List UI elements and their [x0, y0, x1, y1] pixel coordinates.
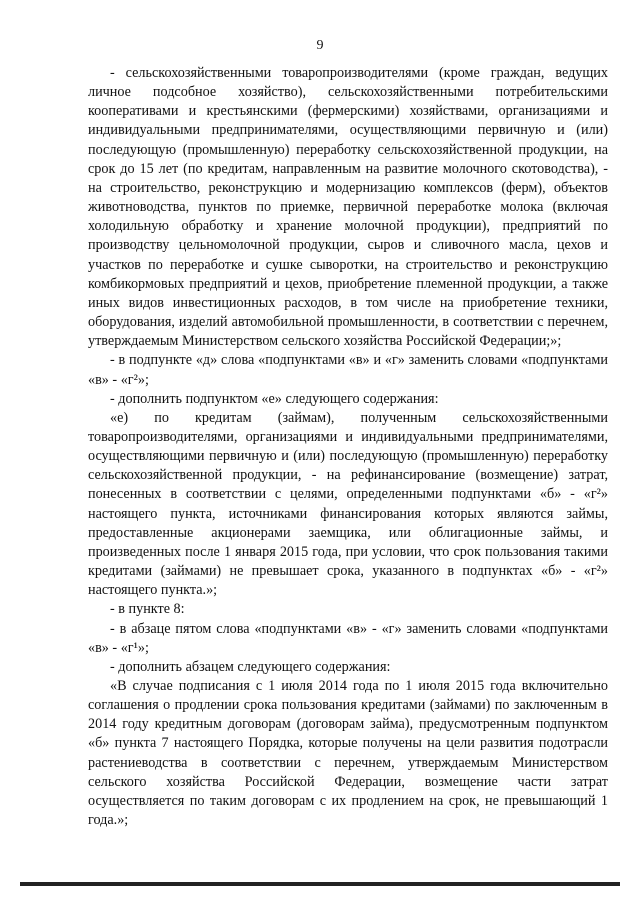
- paragraph-subpoint-e-text: «е) по кредитам (займам), полученным сельскохозяйственными товаропроизводителями, организациями и индивидуальными предпринимателями, осуществляющими первичную и (или) последующую (промышленную) переработку сельскохозяйственной продукции, - на рефинансирование (возмещение) затрат, понесенных в соответствии с целями, определенными подпунктами «б» - «г²» настоящего пункта, источниками финансирования которых являются займы, предоставленные акционерами заемщика, или облигационные займы, и произведенных после 1 января 2015 года, при условии, что срок пользования такими кредитами (займами) не превышает срока, указанного в подпунктах «б» - «г²» настоящего пункта.»;: [88, 409, 608, 599]
- paragraph-point-8: - в пункте 8:: [110, 601, 185, 618]
- paragraph-fifth-abzats-change: - в абзаце пятом слова «подпунктами «в» - «г» заменить словами «подпунктами «в» - «г¹»;: [88, 620, 608, 656]
- page-number: 9: [316, 38, 324, 53]
- paragraph-producers-list: - сельскохозяйственными товаропроизводителями (кроме граждан, ведущих личное подсобное хозяйство), сельскохозяйственными потребительскими кооперативами и крестьянскими (фермерскими) хозяйствами, организациями и индивидуальными предпринимателями, осуществляющими первичную и (или) последующую (промышленную) переработку сельскохозяйственной продукции, на срок до 15 лет (по кредитам, направленным на развитие молочного скотоводства), - на строительство, реконструкцию и модернизацию комплексов (ферм), объектов животноводства, пунктов по приемке, первичной переработке молока (включая холодильную обработку и хранение молочной продукции), предприятий по производству цельномолочной продукции, сыров и сливочного масла, цехов и участков по переработке и сушке сыворотки, на строительство и реконструкцию комбикормовых предприятий и цехов, приобретение племенной продукции, а также иных видов инвестиционных расходов, в том числе на приобретение техники, оборудования, изделий автомобильной промышленности, в соответствии с перечнем, утверждаемым Министерством сельского хозяйства Российской Федерации;»;: [88, 65, 608, 350]
- paragraph-extension-condition: «В случае подписания с 1 июля 2014 года по 1 июля 2015 года включительно соглашения о продлении срока пользования кредитами (займами) по заключенным в 2014 году кредитным договорам (договорам займа), предусмотренным подпунктом «б» пункта 7 настоящего Порядка, которые получены на цели развития подотрасли растениеводства в соответствии с перечнем, утверждаемым Министерством сельского хозяйства Российской Федерации, возмещение части затрат осуществляется по таким договорам с их продлением на срок, не превышающий 1 года.»;: [88, 678, 608, 829]
- page-bottom-rule: [20, 882, 620, 886]
- paragraph-subpoint-d-change: - в подпункте «д» слова «подпунктами «в» и «г» заменить словами «подпунктами «в» - «г²»;: [88, 352, 608, 388]
- paragraph-add-subpoint-e: - дополнить подпунктом «е» следующего содержания:: [110, 390, 439, 407]
- document-body: [88, 64, 608, 830]
- paragraph-add-abzats: - дополнить абзацем следующего содержания:: [110, 658, 391, 675]
